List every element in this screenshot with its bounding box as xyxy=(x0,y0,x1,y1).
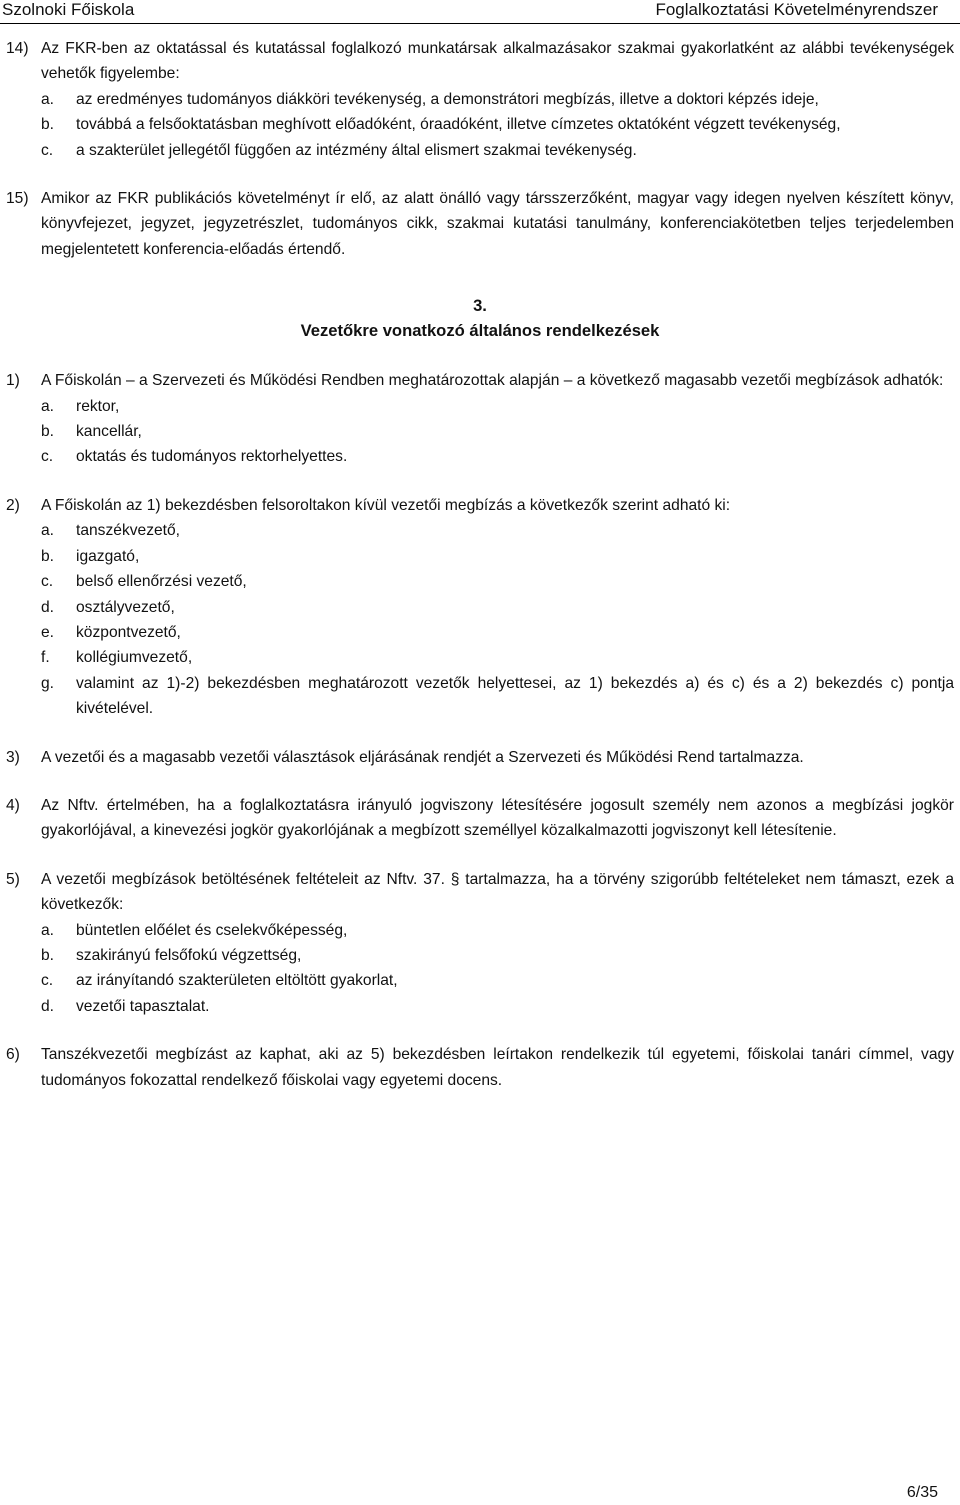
list-text: a szakterület jellegétől függően az intézmény által elismert szakmai tevékenység. xyxy=(76,141,637,159)
paragraph-number: 14) xyxy=(6,40,29,57)
list-label: b. xyxy=(41,116,55,134)
paragraph-number: 6) xyxy=(6,1046,20,1064)
list-text: az eredményes tudományos diákköri tevékenység, a demonstrátori megbízás, illetve a doktori képzés ideje, xyxy=(76,90,819,108)
paragraph-s5 xyxy=(6,867,954,918)
header-document-title: Foglalkoztatási Követelményrendszer xyxy=(655,0,938,19)
list-item xyxy=(41,569,954,594)
list-label: b. xyxy=(41,946,55,964)
list-item xyxy=(41,671,954,722)
list-text: rektor, xyxy=(76,397,120,415)
document-body xyxy=(6,36,954,1093)
paragraph-text: Az FKR-ben az oktatással és kutatással foglalkozó munkatársak alkalmazásakor szakmai gyakorlatként az alábbi tevékenységek vehetők figyelembe: xyxy=(41,40,954,83)
paragraph-s1 xyxy=(6,368,954,393)
paragraph-s1-list xyxy=(41,394,954,470)
list-item xyxy=(41,444,954,469)
list-text: központvezető, xyxy=(76,623,181,641)
paragraph-s5-list xyxy=(41,918,954,1020)
list-label: a. xyxy=(41,921,55,939)
list-label: a. xyxy=(41,90,55,108)
list-item xyxy=(41,394,954,419)
list-item xyxy=(41,419,954,444)
list-text: továbbá a felsőoktatásban meghívott előadóként, óraadóként, illetve címzetes oktatóként végzett tevékenység, xyxy=(76,116,841,134)
list-label: c. xyxy=(41,573,54,591)
list-text: belső ellenőrzési vezető, xyxy=(76,573,247,591)
paragraph-s4 xyxy=(6,793,954,844)
list-item xyxy=(41,994,954,1019)
paragraph-text: A vezetői megbízások betöltésének feltételeit az Nftv. 37. § tartalmazza, ha a törvény szigorúbb feltételeket nem támaszt, ezek a következők: xyxy=(41,870,954,914)
list-item xyxy=(41,645,954,670)
list-label: c. xyxy=(41,448,54,466)
list-label: c. xyxy=(41,972,54,990)
paragraph-14 xyxy=(6,36,954,87)
paragraph-s2-list xyxy=(41,518,954,721)
list-label: a. xyxy=(41,397,55,415)
section-number: 3. xyxy=(473,296,487,316)
paragraph-s2 xyxy=(6,493,954,518)
list-label: d. xyxy=(41,997,55,1015)
list-text: oktatás és tudományos rektorhelyettes. xyxy=(76,448,348,466)
header-divider xyxy=(0,23,960,24)
list-text: osztályvezető, xyxy=(76,598,175,616)
list-label: b. xyxy=(41,423,55,441)
list-item xyxy=(41,87,954,112)
list-item xyxy=(41,943,954,968)
paragraph-14-list xyxy=(41,87,954,163)
paragraph-15 xyxy=(6,186,954,262)
list-text: tanszékvezető, xyxy=(76,522,181,540)
paragraph-text: Az Nftv. értelmében, ha a foglalkoztatásra irányuló jogviszony létesítésére jogosult személy nem azonos a megbízási jogkör gyakorlójával, a kinevezési jogkör gyakorlójának a megbízott személlyel közalkalmazotti jogviszonyt kell létesítenie. xyxy=(41,796,954,840)
list-item xyxy=(41,968,954,993)
list-item xyxy=(41,518,954,543)
list-text: büntetlen előélet és cselekvőképesség, xyxy=(76,921,348,939)
paragraph-text: A Főiskolán – a Szervezeti és Működési Rendben meghatározottak alapján – a következő magasabb vezetői megbízások adhatók: xyxy=(41,372,944,390)
list-label: g. xyxy=(41,674,55,692)
header-institution: Szolnoki Főiskola xyxy=(2,0,135,19)
paragraph-number: 15) xyxy=(6,190,29,208)
paragraph-number: 5) xyxy=(6,870,20,888)
paragraph-s6 xyxy=(6,1042,954,1093)
list-label: d. xyxy=(41,598,55,616)
page-number: 6/35 xyxy=(906,1484,938,1501)
list-text: igazgató, xyxy=(76,547,140,565)
list-text: kancellár, xyxy=(76,423,142,441)
list-text: kollégiumvezető, xyxy=(76,649,193,667)
paragraph-text: A vezetői és a magasabb vezetői választások eljárásának rendjét a Szervezeti és Működési Rend tartalmazza. xyxy=(41,748,804,766)
list-text: vezetői tapasztalat. xyxy=(76,997,210,1015)
paragraph-text: A Főiskolán az 1) bekezdésben felsoroltakon kívül vezetői megbízás a következők szerint adható ki: xyxy=(41,496,731,514)
list-item xyxy=(41,620,954,645)
list-item xyxy=(41,918,954,943)
list-text: az irányítandó szakterületen eltöltött gyakorlat, xyxy=(76,972,398,990)
list-label: b. xyxy=(41,547,55,565)
paragraph-number: 2) xyxy=(6,496,20,514)
list-text: szakirányú felsőfokú végzettség, xyxy=(76,946,302,964)
paragraph-text: Amikor az FKR publikációs követelményt ír elő, az alatt önálló vagy társszerzőként, magyar vagy idegen nyelven készített könyv, könyvfejezet, jegyzet, jegyzetrészlet, tudományos cikk, szakmai kutatási tanulmány, konferenciakötetben teljes terjedelemben megjelentetett konferencia-előadás értendő. xyxy=(41,190,954,258)
paragraph-number: 1) xyxy=(6,372,20,390)
list-item xyxy=(41,544,954,569)
paragraph-text: Tanszékvezetői megbízást az kaphat, aki az 5) bekezdésben leírtakon rendelkezik túl egyetemi, főiskolai tanári címmel, vagy tudományos fokozattal rendelkező főiskolai vagy egyetemi docens. xyxy=(41,1046,954,1089)
paragraph-s3 xyxy=(6,745,954,770)
list-item xyxy=(41,112,954,137)
page-header xyxy=(0,0,960,24)
list-label: e. xyxy=(41,623,55,641)
paragraph-number: 3) xyxy=(6,748,20,766)
list-label: f. xyxy=(41,649,50,667)
paragraph-number: 4) xyxy=(6,796,20,814)
list-text: valamint az 1)-2) bekezdésben meghatározott vezetők helyettesei, az 1) bekezdés a) és c) és a 2) bekezdés c) pontja kivételével. xyxy=(76,674,954,718)
list-item xyxy=(41,138,954,163)
section-title: Vezetőkre vonatkozó általános rendelkezések xyxy=(300,321,660,341)
list-label: a. xyxy=(41,522,55,540)
list-label: c. xyxy=(41,141,54,159)
list-item xyxy=(41,595,954,620)
